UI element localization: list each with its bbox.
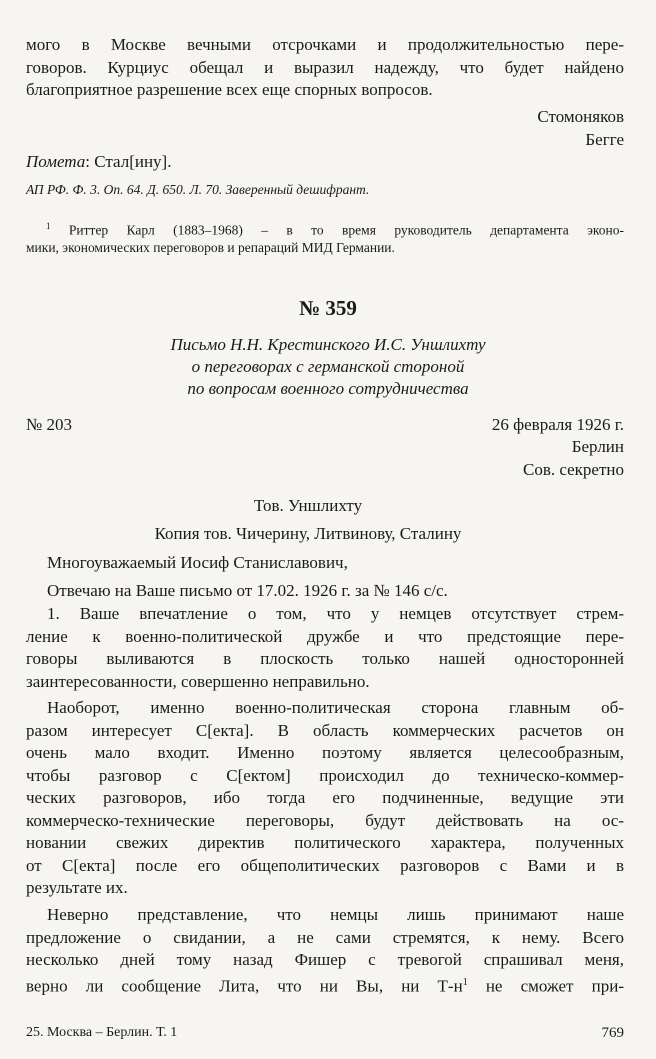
text-line: ческих разговоров, ибо тогда его подчиненные, ведущие эти xyxy=(26,788,624,807)
footer-left: 25. Москва – Берлин. Т. 1 xyxy=(26,1025,178,1040)
doc-number: № 359 xyxy=(299,296,357,320)
text-line: несколько дней тому назад Фишер с тревогой спрашивал меня, xyxy=(26,950,624,969)
footnote xyxy=(26,218,624,257)
pometa-label: Помета xyxy=(26,152,86,171)
text-line: заинтересованности, совершенно неправильно. xyxy=(26,671,370,691)
text-line: новании свежих директив политического характера, полученных xyxy=(26,833,624,852)
text-line: от С[екта] после его общеполитических разговоров с Вами и в xyxy=(26,855,624,875)
text-line: ление к военно-политической дружбе и что предстоящие пере- xyxy=(26,626,624,646)
text-line: коммерческо-технические переговоры, будут действовать на ос- xyxy=(26,810,624,830)
doc-title-line: по вопросам военного сотрудничества xyxy=(187,379,469,398)
footnote-line: $^1$ Риттер Карл (1883–1968) – в то время руководитель департамента эконо- xyxy=(46,221,625,238)
footnote-ref: 1 xyxy=(462,976,468,988)
signature-begge: Бегге xyxy=(585,130,624,149)
doc-city: Берлин xyxy=(571,437,624,456)
text-line: Наоборот, именно военно-политическая сторона главным об- xyxy=(47,698,624,717)
addressee: Тов. Уншлихту xyxy=(253,496,363,515)
text-line: чтобы разговор с С[ектом] происходил до техническо-коммер- xyxy=(26,765,624,785)
reply-line: Отвечаю на Ваше письмо от 17.02. 1926 г. за № 146 с/с. xyxy=(47,581,448,600)
copy-to: Копия тов. Чичерину, Литвинову, Сталину xyxy=(154,524,462,543)
text-line: результате их. xyxy=(26,878,128,897)
salutation: Многоуважаемый Иосиф Станиславович, xyxy=(47,553,348,572)
text-line: Неверно представление, что немцы лишь принимают наше xyxy=(47,905,624,924)
doc-title-line: Письмо Н.Н. Крестинского И.С. Уншлихту xyxy=(170,335,486,354)
text-line: разом интересует С[екта]. В область коммерческих расчетов он xyxy=(26,720,624,740)
text-line: говоров. Курциус обещал и выразил надежду, что будет найдено xyxy=(26,57,624,77)
archive-reference: АП РФ. Ф. 3. Оп. 64. Д. 650. Л. 70. Заверенный дешифрант. xyxy=(26,182,370,197)
text-line: предложение о свидании, а не сами стремятся, к нему. Всего xyxy=(26,927,624,947)
outgoing-number: № 203 xyxy=(26,415,72,434)
text-line: очень мало входит. Именно поэтому является целесообразным, xyxy=(26,743,624,762)
text-line: 1. Ваше впечатление о том, что у немцев отсутствует стрем- xyxy=(47,604,624,623)
footnote-line: мики, экономических переговоров и репараций МИД Германии. xyxy=(26,240,395,255)
doc-title-line: о переговорах с германской стороной xyxy=(191,357,465,376)
paragraph-3 xyxy=(26,904,624,998)
text-line: благоприятное разрешение всех еще спорных вопросов. xyxy=(26,80,433,99)
signature-stomonyakov: Стомоняков xyxy=(537,107,624,126)
page-number: 769 xyxy=(601,1025,624,1041)
classification: Сов. секретно xyxy=(523,460,624,479)
text-line: верно ли сообщение Лита, что ни Вы, ни $Т-н^1$ не сможет при- xyxy=(26,976,624,996)
pometa-text: : Стал[ину]. xyxy=(85,152,172,171)
paragraph-1 xyxy=(26,603,624,693)
footnote-mark: 1 xyxy=(46,221,51,231)
doc-date: 26 февраля 1926 г. xyxy=(491,415,624,434)
top-paragraph xyxy=(26,34,624,102)
text-line: говоры выливаются в плоскость только нашей односторонней xyxy=(26,649,624,668)
text-line: мого в Москве вечными отсрочками и продолжительностью пере- xyxy=(26,35,624,54)
paragraph-2 xyxy=(26,697,624,900)
pometa xyxy=(26,151,624,174)
